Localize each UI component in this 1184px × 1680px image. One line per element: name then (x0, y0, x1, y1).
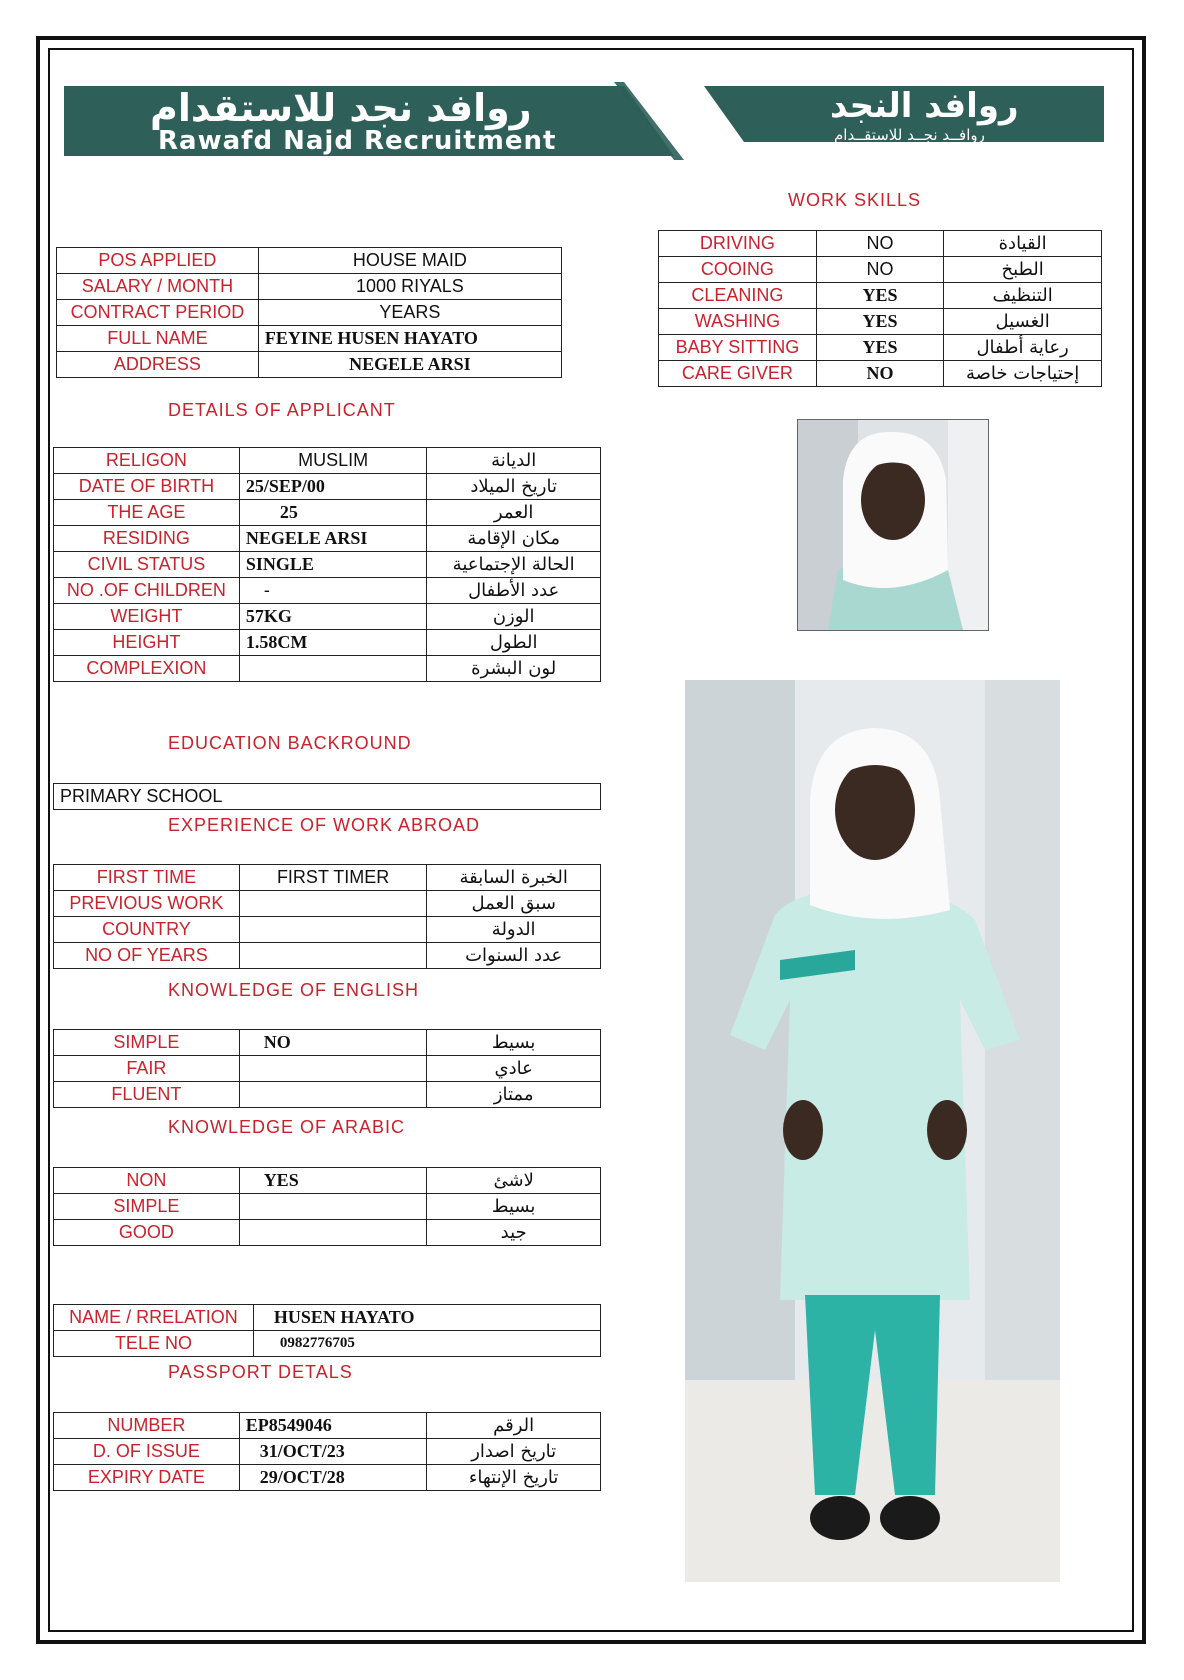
relative-table (53, 1304, 601, 1357)
table-row: DRIVING NO القيادة (659, 231, 1102, 257)
table-row: NAME / RRELATION HUSEN HAYATO (54, 1305, 601, 1331)
experience-heading: EXPERIENCE OF WORK ABROAD (168, 815, 481, 835)
table-row: EXPIRY DATE 29/OCT/28 تاريخ الإنتهاء (54, 1465, 601, 1491)
education-value: PRIMARY SCHOOL (54, 784, 601, 810)
table-row: NUMBER EP8549046 الرقم (54, 1413, 601, 1439)
work-skills-table (658, 230, 1102, 387)
table-row: HEIGHT 1.58CM الطول (54, 630, 601, 656)
job-info-table (56, 247, 562, 378)
table-row: SIMPLE NO بسيط (54, 1030, 601, 1056)
passport-table (53, 1412, 601, 1491)
table-row: NO OF YEARS عدد السنوات (54, 943, 601, 969)
experience-table (53, 864, 601, 969)
table-row: CIVIL STATUS SINGLE الحالة الإجتماعية (54, 552, 601, 578)
company-name-english: Rawafd Najd Recruitment (158, 126, 557, 156)
arabic-heading: KNOWLEDGE OF ARABIC (168, 1117, 406, 1137)
full-body-photo (685, 680, 1060, 1582)
education-table (53, 783, 601, 810)
work-skills-heading: WORK SKILLS (788, 190, 922, 210)
details-heading: DETAILS OF APPLICANT (168, 400, 396, 420)
arabic-table (53, 1167, 601, 1246)
table-row: FULL NAME FEYINE HUSEN HAYATO (57, 326, 562, 352)
table-row: THE AGE 25 العمر (54, 500, 601, 526)
education-heading: EDUCATION BACKROUND (168, 733, 412, 753)
table-row: ADDRESS NEGELE ARSI (57, 352, 562, 378)
table-row: GOOD جيد (54, 1220, 601, 1246)
table-row: FIRST TIME FIRST TIMER الخبرة السابقة (54, 865, 601, 891)
table-row: RESIDING NEGELE ARSI مكان الإقامة (54, 526, 601, 552)
table-row: RELIGON MUSLIM الديانة (54, 448, 601, 474)
table-row: CARE GIVER NO إحتياجات خاصة (659, 361, 1102, 387)
english-table (53, 1029, 601, 1108)
table-row: PREVIOUS WORK سبق العمل (54, 891, 601, 917)
table-row: CONTRACT PERIOD YEARS (57, 300, 562, 326)
applicant-details-table (53, 447, 601, 682)
table-row: POS APPLIED HOUSE MAID (57, 248, 562, 274)
english-heading: KNOWLEDGE OF ENGLISH (168, 980, 420, 1000)
table-row: FAIR عادي (54, 1056, 601, 1082)
table-row: D. OF ISSUE 31/OCT/23 تاريخ اصدار (54, 1439, 601, 1465)
table-row: BABY SITTING YES رعاية أطفال (659, 335, 1102, 361)
table-row: NO .OF CHILDREN - عدد الأطفال (54, 578, 601, 604)
table-row: DATE OF BIRTH 25/SEP/00 تاريخ الميلاد (54, 474, 601, 500)
company-logo-text: روافد النجد (830, 86, 1019, 126)
table-row: COUNTRY الدولة (54, 917, 601, 943)
table-row: TELE NO 0982776705 (54, 1331, 601, 1357)
table-row: COMPLEXION لون البشرة (54, 656, 601, 682)
company-name-arabic: روافد نجد للاستقدام (150, 86, 532, 130)
table-row: SALARY / MONTH 1000 RIYALS (57, 274, 562, 300)
table-row (54, 784, 601, 810)
table-row: NON YES لاشئ (54, 1168, 601, 1194)
company-logo-subtitle: روافــد نجــد للاستقــدام (834, 126, 985, 144)
table-row: WASHING YES الغسيل (659, 309, 1102, 335)
portrait-photo (797, 419, 989, 631)
table-row: FLUENT ممتاز (54, 1082, 601, 1108)
table-row: WEIGHT 57KG الوزن (54, 604, 601, 630)
table-row: SIMPLE بسيط (54, 1194, 601, 1220)
table-row: COOING NO الطبخ (659, 257, 1102, 283)
passport-heading: PASSPORT DETALS (168, 1362, 353, 1382)
table-row: CLEANING YES التنظيف (659, 283, 1102, 309)
